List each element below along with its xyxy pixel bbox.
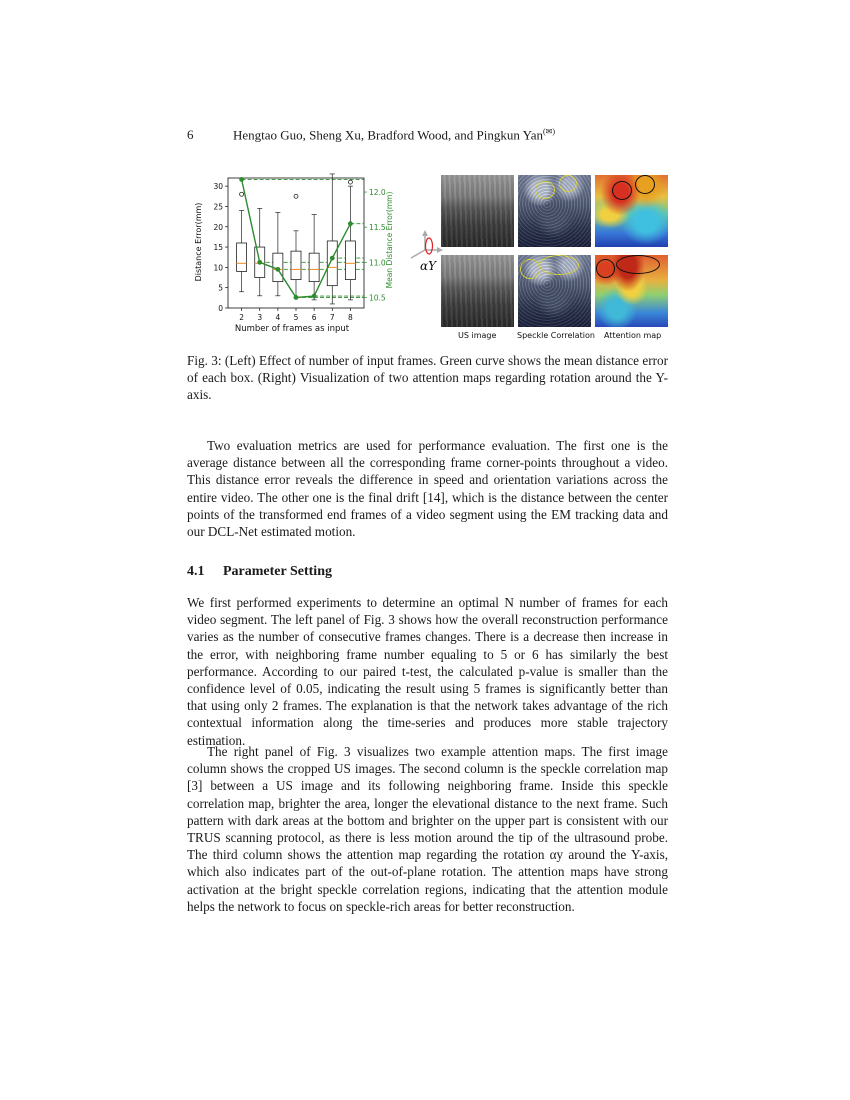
highlight-circle xyxy=(520,259,540,279)
section-number: 4.1 xyxy=(187,564,205,579)
highlight-circle xyxy=(635,175,655,194)
y2-axis-label: Mean Distance Error(mm) xyxy=(385,191,394,289)
box-outlier xyxy=(348,180,352,184)
us-image-row1 xyxy=(441,175,514,247)
highlight-circle xyxy=(539,255,579,275)
column-label-speckle-correlation: Speckle Correlation xyxy=(517,331,595,340)
paragraph-parameter-setting: We first performed experiments to determine an optimal N number of frames for each video segment. The left panel of Fig. 3 shows how the overall reconstruction performance varies as the number of consecutive frames changes. There is a decrease then increase in the error, with neighboring frame number equaling to 5 or 6 has similarly the best performance. According to our paired t-test, the calculated p-value is smaller than the confidence level of 0.05, indicating the result using 5 frames is significantly better than that using only 2 frames. The explanation is that the network takes advantage of the rich contextual information along the time-series and produces more stable trajectory estimation. xyxy=(187,595,668,748)
y2-tick-label: 10.5 xyxy=(369,293,386,303)
paragraph-attention-maps: The right panel of Fig. 3 visualizes two example attention maps. The first image column shows the cropped US images. The second column is the speckle correlation map [3] between a US image and its following neighboring frame. Inside this speckle correlation map, brighter the area, longer the elevational distance to the next frame. Such pattern with dark areas at the bottom and brighter on the upper part is consistent with our TRUS scanning protocol, as there is less motion around the tip of the ultrasound probe. The third column shows the attention map regarding the rotation αy around the Y-axis, which also indicates part of the out-of-plane rotation. The attention maps have strong activation at the bright speckle correlation regions, indicating that the attention module helps the network to focus on speckle-rich areas for better reconstruction. xyxy=(187,744,668,914)
attention-image-grid xyxy=(441,175,669,337)
box-iqr xyxy=(327,241,337,286)
x-tick-label: 5 xyxy=(293,313,299,322)
mean-series-point xyxy=(275,267,280,272)
box-iqr xyxy=(237,243,247,271)
y-tick-label: 30 xyxy=(213,182,223,192)
x-tick-label: 4 xyxy=(275,313,281,322)
column-label-us-image: US image xyxy=(458,331,497,340)
highlight-circle xyxy=(559,175,577,192)
author-names: Hengtao Guo, Sheng Xu, Bradford Wood, and Pingkun Yan xyxy=(233,127,543,143)
y-tick-label: 20 xyxy=(213,222,223,232)
y2-tick-label: 11.5 xyxy=(369,223,386,233)
box-outlier xyxy=(240,192,244,196)
alpha-y-label: αY xyxy=(420,259,437,273)
y-tick-label: 25 xyxy=(213,202,223,212)
box-outlier xyxy=(294,194,298,198)
box-iqr xyxy=(291,251,301,279)
mean-series-point xyxy=(312,294,317,299)
mean-series-point xyxy=(294,295,299,300)
column-label-attention-map: Attention map xyxy=(604,331,662,340)
x-tick-label: 8 xyxy=(348,313,353,322)
attention-map-row2 xyxy=(595,255,668,327)
y-tick-label: 15 xyxy=(213,243,223,253)
mean-series-point xyxy=(239,177,244,182)
highlight-circle xyxy=(616,255,660,274)
mean-series-point xyxy=(348,221,353,226)
highlight-circle xyxy=(535,181,555,199)
mean-series-point xyxy=(330,256,335,261)
mean-series-point xyxy=(257,260,262,265)
y-axis-label: Distance Error(mm) xyxy=(194,202,203,282)
y2-tick-label: 11.0 xyxy=(369,258,386,268)
speckle-map-row2 xyxy=(518,255,591,327)
y-tick-label: 10 xyxy=(213,263,223,273)
page-number: 6 xyxy=(187,127,194,142)
paragraph-metrics: Two evaluation metrics are used for performance evaluation. The first one is the average distance between all the corresponding frame corner-points throughout a video. This distance error reveals the difference in speed and orientation variations across the entire video. The other one is the final drift [14], which is the distance between the center points of the transformed end frames of a video segment using the EM tracking data and our DCL-Net estimated motion. xyxy=(187,438,668,540)
box-iqr xyxy=(309,253,319,281)
author-line xyxy=(233,127,555,143)
box-iqr xyxy=(345,241,355,280)
section-title: Parameter Setting xyxy=(223,564,332,579)
speckle-map-row1 xyxy=(518,175,591,247)
x-tick-label: 2 xyxy=(239,313,244,322)
section-heading xyxy=(187,564,332,580)
x-tick-label: 6 xyxy=(311,313,317,322)
x-axis-label: Number of frames as input xyxy=(234,324,350,334)
y2-tick-label: 12.0 xyxy=(369,188,386,198)
highlight-circle xyxy=(612,181,632,200)
highlight-circle xyxy=(596,259,615,278)
figure-caption: Fig. 3: (Left) Effect of number of input frames. Green curve shows the mean distance error of each box. (Right) Visualization of two attention maps regarding rotation around the Y-axis. xyxy=(187,353,668,402)
x-tick-label: 3 xyxy=(257,313,263,322)
x-tick-label: 7 xyxy=(329,313,335,322)
y-tick-label: 0 xyxy=(218,304,223,313)
box-plot-chart xyxy=(192,170,410,335)
y-tick-label: 5 xyxy=(218,283,223,293)
us-image-row2 xyxy=(441,255,514,327)
corresponding-author-mark: (✉) xyxy=(542,127,556,136)
attention-map-row1 xyxy=(595,175,668,247)
